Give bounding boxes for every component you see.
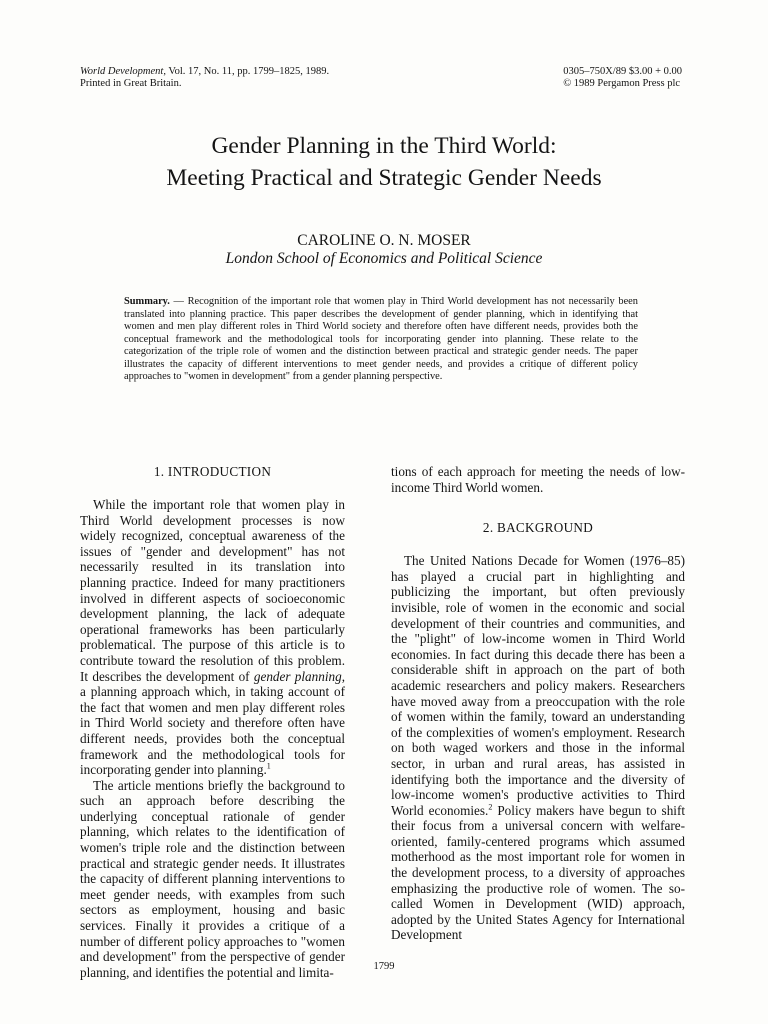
section-heading-background: 2. BACKGROUND xyxy=(482,520,594,536)
intro-p1-text-a: While the important role that women play in Third World development processes is now widely recognized, conceptual awareness of the issues of "gender and development" has not necessarily resulted in its translation into planning practice. Indeed for many practitioners involved in different aspects of socioeconomic development planning, the lack of adequate operational frameworks has been particularly problematical. The purpose of this article is to contribute toward the resolution of this problem. It describes the development of xyxy=(80,497,345,684)
intro-p1-emphasis: gender planning xyxy=(253,668,342,684)
right-column xyxy=(391,464,685,943)
abstract-text: — Recognition of the important role that women play in Third World development has not necessarily been translated into planning practice. This paper describes the development of gender planning, which in identifying that women and men play different roles in Third World society and therefore often have different needs, provides both the conceptual framework and the methodological tools for incorporating gender into planning. These relate to the categorization of the triple role of women and the distinction between practical and strategic gender needs. The paper illustrates the capacity of different interventions to meet gender needs, and provides a critique of different policy approaches to "women in development" from a gender planning perspective. xyxy=(124,296,638,382)
section-heading-introduction: 1. INTRODUCTION xyxy=(153,464,272,479)
intro-p1-text-b: , a planning approach which, in taking account of the fact that women and men play different roles in Third World society and therefore often have different needs, provides both the conceptual framework and the methodological tools for incorporating gender into planning. xyxy=(80,668,345,778)
title-line-1: Gender Planning in the Third World: xyxy=(211,133,557,159)
copyright-line: © 1989 Pergamon Press plc xyxy=(563,78,681,89)
left-column xyxy=(80,464,345,980)
abstract xyxy=(124,296,638,384)
intro-paragraph-2: The article mentions briefly the background to such an approach before describing the underlying conceptual rationale of gender planning, which relates to the identification of women's triple role and the distinction between practical and strategic gender needs. It illustrates the capacity of different planning interventions to meet gender needs, with examples from such sectors as employment, housing and basic services. Finally it provides a critique of a number of different policy approaches to "women and development" from the perspective of gender planning, and identifies the potential and limita- xyxy=(80,777,345,980)
running-header-left xyxy=(80,66,329,90)
intro-paragraph-2-continued: tions of each approach for meeting the needs of low-income Third World women. xyxy=(391,464,685,495)
intro-paragraph-1 xyxy=(80,497,345,778)
printed-line: Printed in Great Britain. xyxy=(80,78,182,89)
abstract-label: Summary. xyxy=(124,296,170,307)
footnote-marker-2: 2 xyxy=(488,802,493,812)
citation-line xyxy=(80,66,329,78)
background-paragraph-1 xyxy=(391,553,685,943)
journal-name: World Development xyxy=(80,66,164,77)
citation-details: , Vol. 17, No. 11, pp. 1799–1825, 1989. xyxy=(163,66,330,77)
article-title xyxy=(60,130,708,194)
price-line: 0305–750X/89 $3.00 + 0.00 xyxy=(563,66,682,77)
author-name: CAROLINE O. N. MOSER xyxy=(297,232,471,249)
background-p1-text-b: Policy makers have begun to shift their focus from a universal concern with welfare-oriented, family-centered programs which assumed motherhood as the most important role for women in the development process, to a diversity of approaches emphasizing the productive role of women. The so-called Women in Development (WID) approach, adopted by the United States Agency for International Development xyxy=(391,802,686,943)
running-header-right xyxy=(563,66,682,90)
title-line-2: Meeting Practical and Strategic Gender Needs xyxy=(166,165,602,191)
page-number: 1799 xyxy=(373,961,395,972)
background-p1-text-a: The United Nations Decade for Women (1976–85) has played a crucial part in highlighting and publicizing the important, but often previously invisible, role of women in the economic and social development of their countries and communities, and the "plight" of low-income women in Third World economies. In fact during this decade there has been a considerable shift in approach on the part of both academic researchers and policy makers. Researchers have moved away from a preoccupation with the role of women within the family, toward an understanding of the complexities of women's employment. Research on both waged workers and those in the informal sector, in urban and rural areas, has assisted in identifying both the importance and the diversity of low-income women's productive activities to Third World economies. xyxy=(391,553,685,818)
footnote-marker-1: 1 xyxy=(266,761,271,771)
author-affiliation: London School of Economics and Political Science xyxy=(225,250,543,267)
